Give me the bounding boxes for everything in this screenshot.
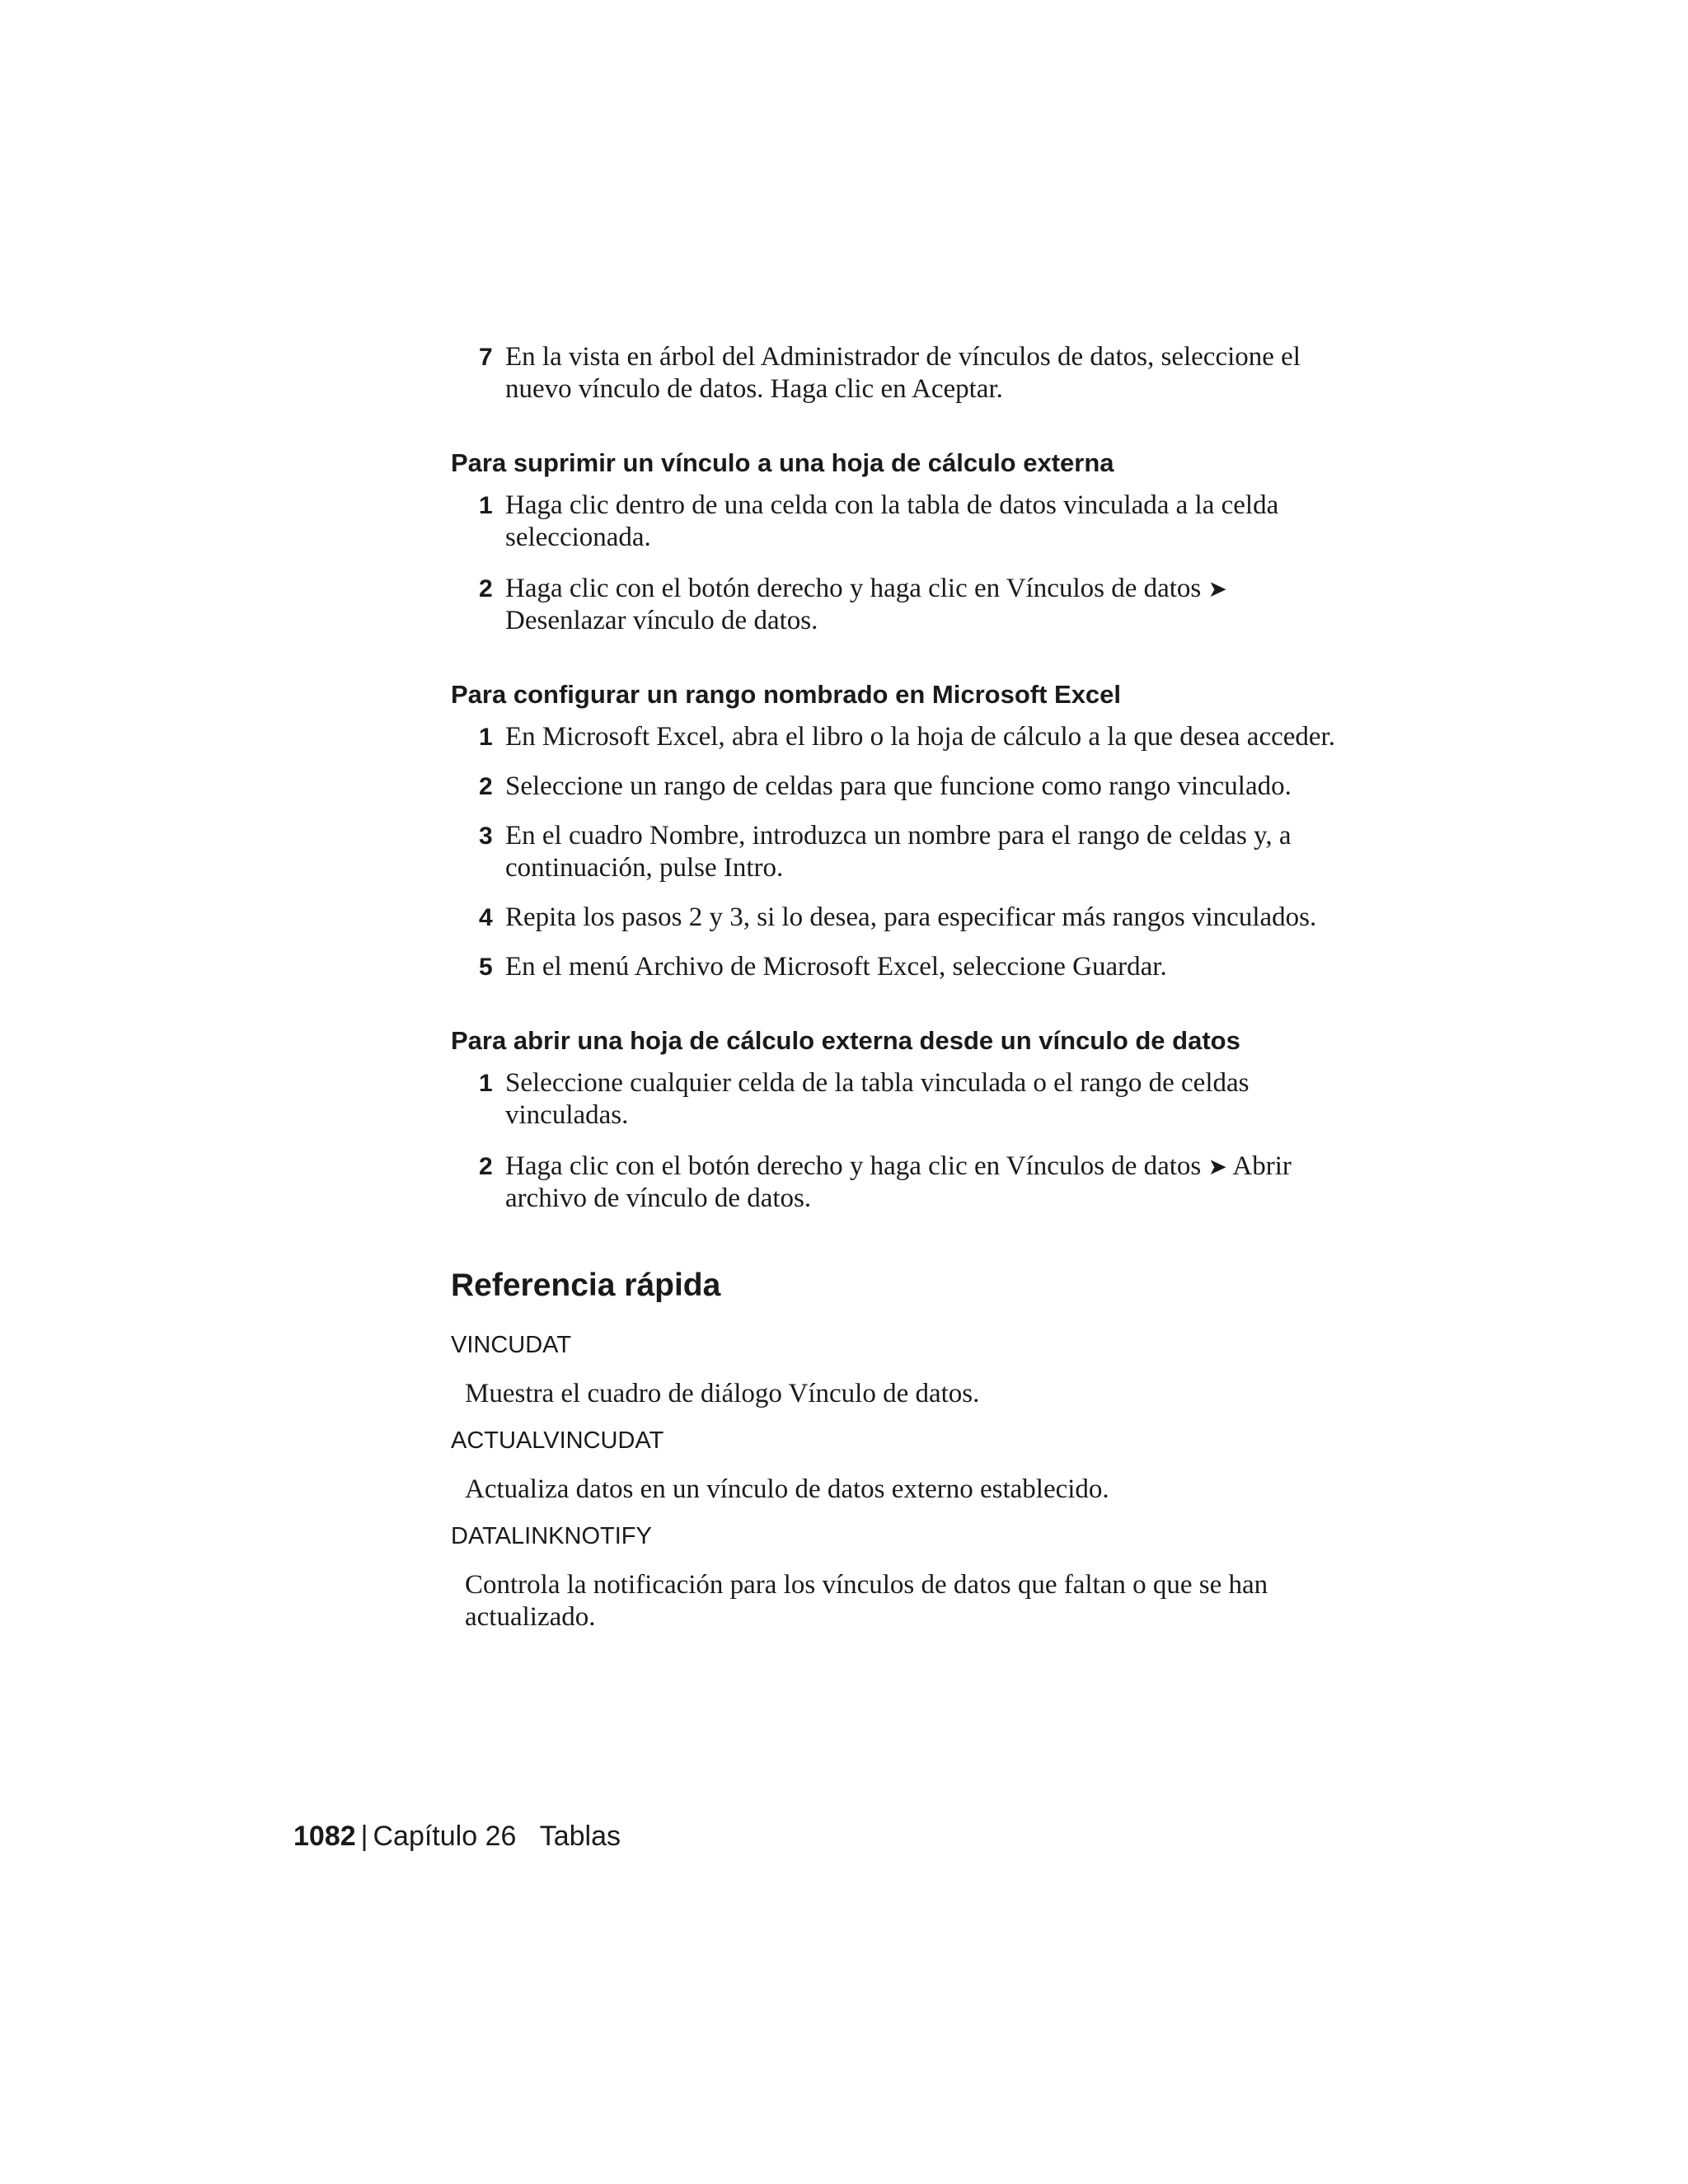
step-number: 2 xyxy=(479,773,493,800)
step-2 xyxy=(451,1151,1357,1215)
step-text-part: Desenlazar vínculo de datos. xyxy=(505,606,818,635)
step-text-part: Haga clic con el botón derecho y haga clic en Vínculos de datos xyxy=(505,1151,1202,1181)
step-5 xyxy=(451,951,1357,983)
step-number: 1 xyxy=(479,492,493,519)
step-2 xyxy=(451,771,1357,803)
step-3 xyxy=(451,820,1357,884)
step-text-part: Haga clic con el botón derecho y haga clic en Vínculos de datos xyxy=(505,574,1202,603)
footer-separator: | xyxy=(360,1821,368,1852)
step-text: En el menú Archivo de Microsoft Excel, seleccione Guardar. xyxy=(505,952,1167,982)
command-name: DATALINKNOTIFY xyxy=(451,1523,652,1549)
step-text xyxy=(505,573,1357,637)
chapter-title: Tablas xyxy=(539,1821,621,1852)
step-number: 2 xyxy=(479,1153,493,1180)
step-text-part: Abrir archivo de vínculo de datos. xyxy=(505,1151,1292,1213)
command-name: VINCUDAT xyxy=(451,1332,572,1358)
step-1 xyxy=(451,1067,1357,1132)
step-number: 1 xyxy=(479,724,493,751)
section-heading-configurar: Para configurar un rango nombrado en Microsoft Excel xyxy=(451,680,1122,709)
page-content xyxy=(451,341,1357,1633)
menu-arrow-icon: ➤ xyxy=(1207,575,1227,602)
section-heading-suprimir: Para suprimir un vínculo a una hoja de cálculo externa xyxy=(451,448,1114,477)
step-4 xyxy=(451,902,1357,934)
step-number: 1 xyxy=(479,1070,493,1097)
step-text: En Microsoft Excel, abra el libro o la hoja de cálculo a la que desea acceder. xyxy=(505,722,1335,752)
section-heading-abrir: Para abrir una hoja de cálculo externa desde un vínculo de datos xyxy=(451,1026,1240,1055)
step-text: En el cuadro Nombre, introduzca un nombre para el rango de celdas y, a continuación, pulse Intro. xyxy=(505,821,1292,883)
step-7 xyxy=(451,341,1357,405)
step-number: 4 xyxy=(479,904,493,931)
step-2 xyxy=(451,573,1357,637)
step-number: 2 xyxy=(479,575,493,602)
chapter-label: Capítulo 26 xyxy=(373,1821,517,1852)
step-1 xyxy=(451,490,1357,554)
step-text: Haga clic dentro de una celda con la tabla de datos vinculada a la celda seleccionada. xyxy=(505,490,1279,552)
step-text xyxy=(505,1151,1357,1215)
step-text: Repita los pasos 2 y 3, si lo desea, para especificar más rangos vinculados. xyxy=(505,902,1317,932)
step-text: En la vista en árbol del Administrador de vínculos de datos, seleccione el nuevo vínculo de datos. Haga clic en Aceptar. xyxy=(505,342,1301,404)
menu-arrow-icon: ➤ xyxy=(1207,1153,1227,1180)
step-1 xyxy=(451,721,1357,753)
step-number: 5 xyxy=(479,954,493,981)
step-number: 3 xyxy=(479,823,493,850)
command-description: Controla la notificación para los vínculos de datos que faltan o que se han actualizado. xyxy=(465,1570,1268,1632)
command-description: Actualiza datos en un vínculo de datos externo establecido. xyxy=(465,1474,1109,1504)
step-text: Seleccione un rango de celdas para que funcione como rango vinculado. xyxy=(505,771,1292,801)
command-description: Muestra el cuadro de diálogo Vínculo de datos. xyxy=(465,1379,980,1408)
page-number: 1082 xyxy=(293,1821,356,1852)
step-number: 7 xyxy=(479,344,493,371)
command-name: ACTUALVINCUDAT xyxy=(451,1427,664,1454)
reference-title: Referencia rápida xyxy=(451,1268,721,1303)
page-footer xyxy=(293,1820,621,1853)
step-text: Seleccione cualquier celda de la tabla vinculada o el rango de celdas vinculadas. xyxy=(505,1068,1250,1130)
